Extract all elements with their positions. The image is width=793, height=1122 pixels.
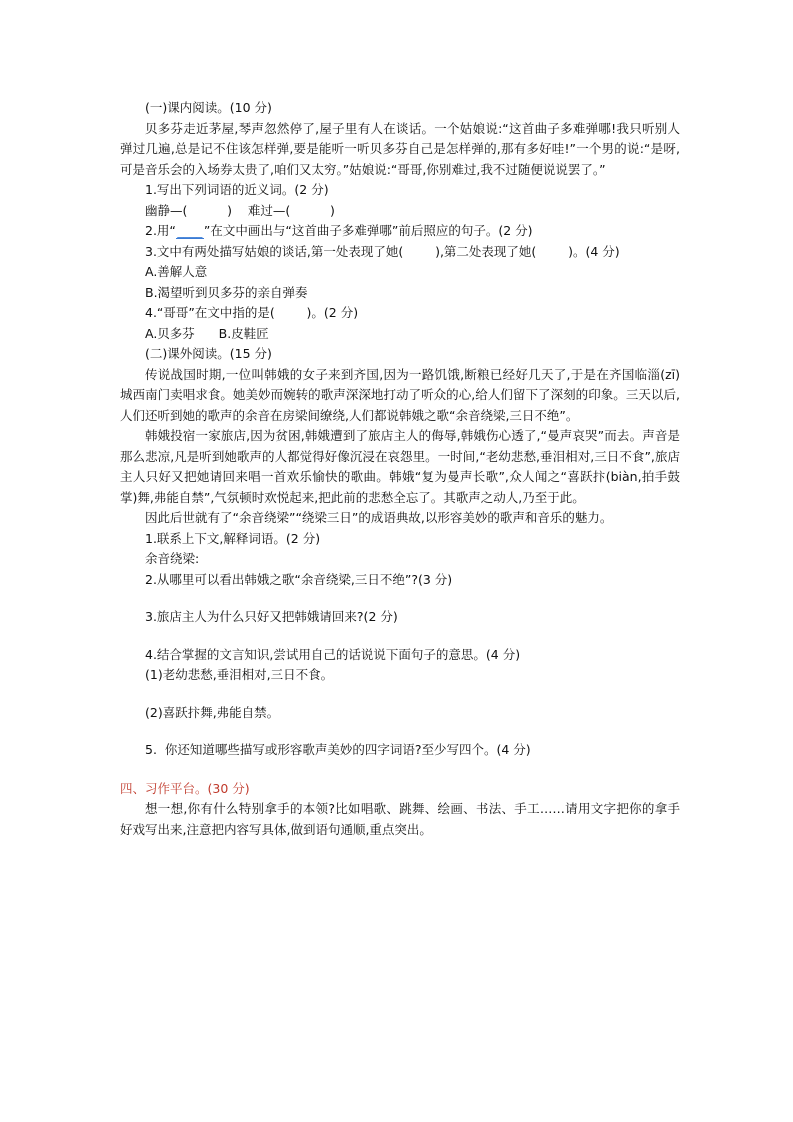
answer-space <box>120 723 680 740</box>
passage-2-paragraph-3: 因此后世就有了“余音绕梁”“绕梁三日”的成语典故,以形容美妙的歌声和音乐的魅力。 <box>145 510 613 525</box>
question-2-1-item: 余音绕梁: <box>145 551 200 566</box>
question-2-4-sentence-1: (1)老幼悲愁,垂泪相对,三日不食。 <box>145 667 334 682</box>
question-2-1: 1.联系上下文,解释词语。(2 分) <box>145 530 321 546</box>
section-3-heading: 四、习作平台。(30 分) <box>120 780 250 796</box>
wavy-line-mark: ____ <box>177 223 203 238</box>
section-2-heading: (二)课外阅读。(15 分) <box>145 346 272 361</box>
question-1-2-prefix: 2.用“ <box>145 223 176 238</box>
question-1-2-suffix: ”在文中画出与“这首曲子多难弹哪”前后照应的句子。(2 分) <box>203 223 533 238</box>
question-1-1: 1.写出下列词语的近义词。(2 分) <box>145 182 329 197</box>
option-b: B.渴望听到贝多芬的亲自弹奏 <box>145 284 308 300</box>
answer-space <box>120 628 680 645</box>
answer-space <box>120 686 680 703</box>
question-2-4-sentence-2: (2)喜跃抃舞,弗能自禁。 <box>145 704 280 720</box>
question-2-5: 5. 你还知道哪些描写或形容歌声美妙的四字词语?至少写四个。(4 分) <box>145 742 531 757</box>
question-1-4: 4.“哥哥”在文中指的是( )。(2 分) <box>145 305 359 320</box>
section-1-heading: (一)课内阅读。(10 分) <box>145 100 272 115</box>
question-1-4-options: A.贝多芬 B.皮鞋匠 <box>145 325 269 341</box>
question-2-2: 2.从哪里可以看出韩娥之歌“余音绕梁,三日不绝”?(3 分) <box>145 571 453 587</box>
question-1-2 <box>120 221 680 242</box>
option-a: A.善解人意 <box>145 264 208 279</box>
question-1-1-items: 幽静—( ) 难过—( ) <box>145 202 335 218</box>
question-2-3: 3.旅店主人为什么只好又把韩娥请回来?(2 分) <box>145 609 398 624</box>
passage-2-paragraph-2: 韩娥投宿一家旅店,因为贫困,韩娥遭到了旅店主人的侮辱,韩娥伤心透了,“曼声哀哭”而去。声音是那么悲凉,凡是听到她歌声的人都觉得好像沉浸在哀怨里。一时间,“老幼悲愁,垂泪相对,三日不食”,旅店主人只好又把她请回来唱一首欢乐愉快的歌曲。韩娥“复为曼声长歌”,众人闻之“喜跃抃(biàn,拍手鼓掌)舞,弗能自禁”,气氛顿时欢悦起来,把此前的悲愁全忘了。其歌声之动人,乃至于此。 <box>120 428 680 505</box>
question-1-3: 3.文中有两处描写姑娘的谈话,第一处表现了她( ),第二处表现了她( )。(4 分) <box>145 243 620 259</box>
worksheet <box>120 98 680 840</box>
answer-space <box>120 590 680 607</box>
passage-1: 贝多芬走近茅屋,琴声忽然停了,屋子里有人在谈话。一个姑娘说:“这首曲子多难弹哪!我只听别人弹过几遍,总是记不住该怎样弹,要是能听一听贝多芬自己是怎样弹的,那有多好哇!”一个男的说:“是呀,可是音乐会的入场券太贵了,咱们又太穷。”姑娘说:“哥哥,你别难过,我不过随便说说罢了。” <box>120 120 680 177</box>
question-2-4: 4.结合掌握的文言知识,尝试用自己的话说说下面句子的意思。(4 分) <box>145 646 521 662</box>
section-spacer <box>120 761 680 779</box>
passage-2-paragraph-1: 传说战国时期,一位叫韩娥的女子来到齐国,因为一路饥饿,断粮已经好几天了,于是在齐国临淄(zī)城西南门卖唱求食。她美妙而婉转的歌声深深地打动了听众的心,给人们留下了深刻的印象。三天以后,人们还听到她的歌声的余音在房梁间缭绕,人们都说韩娥之歌“余音绕梁,三日不绝”。 <box>120 366 680 423</box>
writing-prompt: 想一想,你有什么特别拿手的本领?比如唱歌、跳舞、绘画、书法、手工……请用文字把你的拿手好戏写出来,注意把内容写具体,做到语句通顺,重点突出。 <box>120 801 680 837</box>
